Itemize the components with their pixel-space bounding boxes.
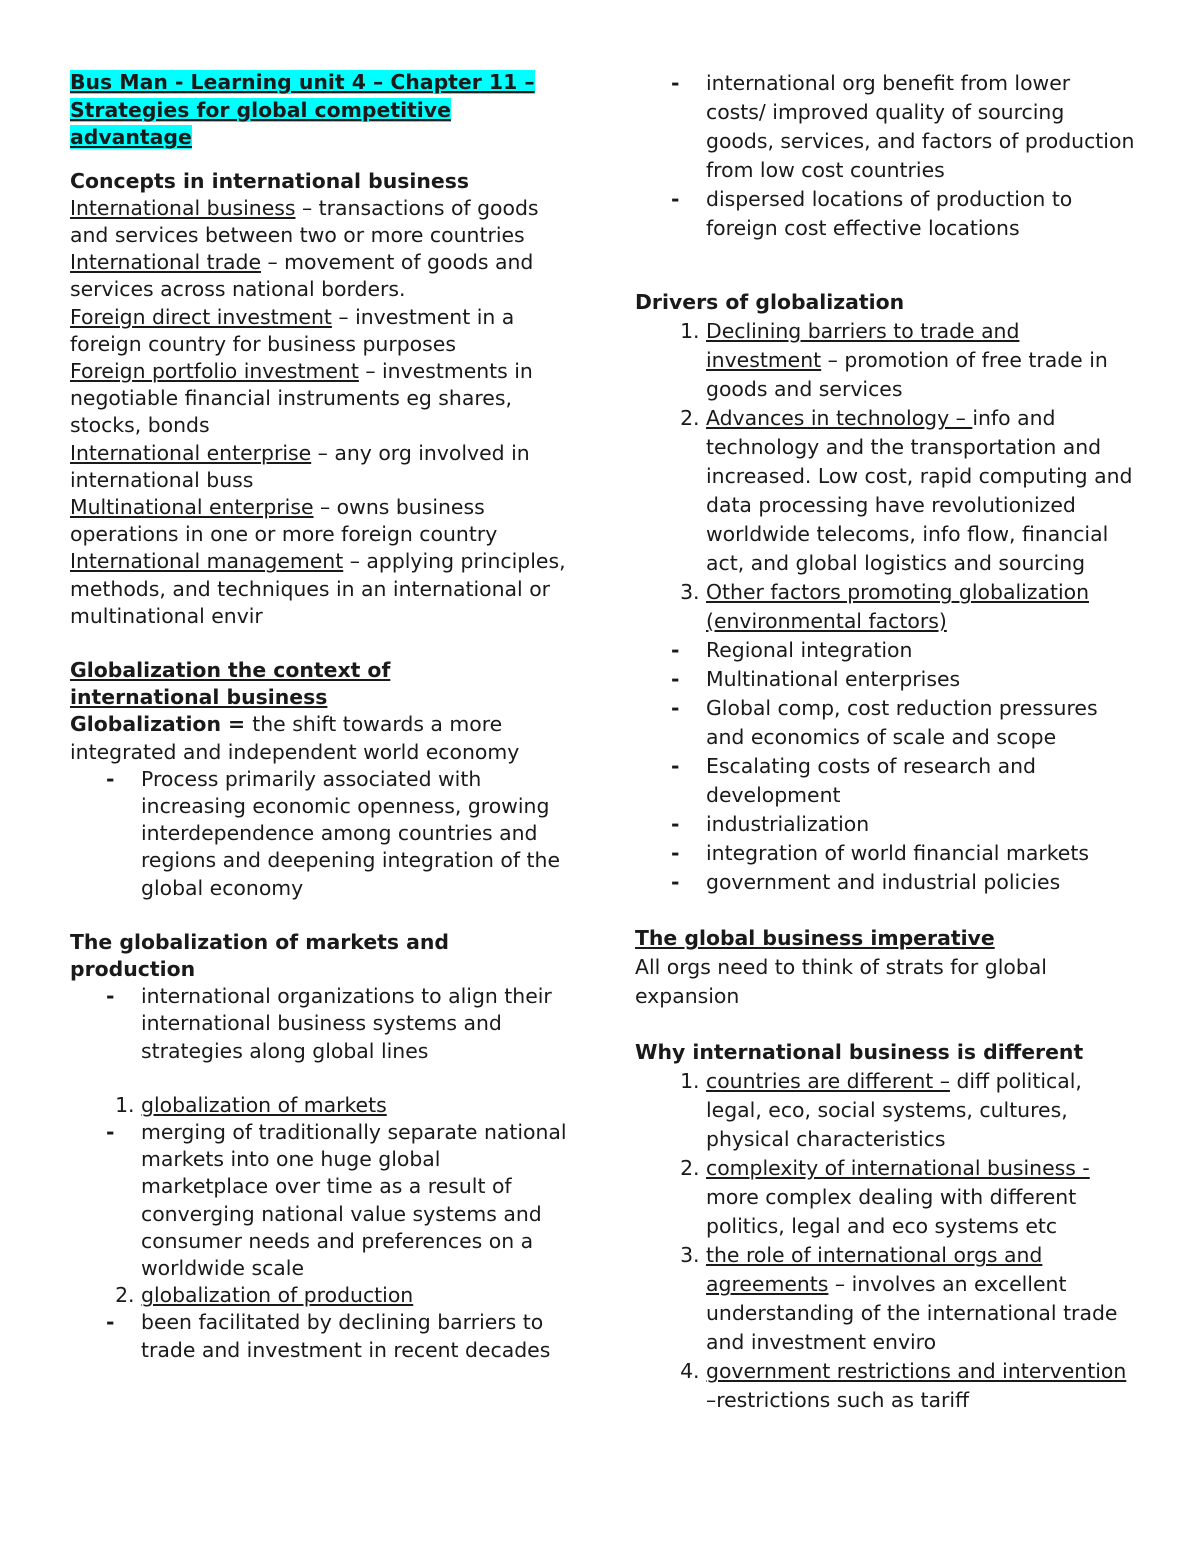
top-bullets bbox=[635, 69, 1135, 243]
definition-term: International management bbox=[70, 549, 344, 574]
driver-item bbox=[706, 317, 1135, 404]
why-list bbox=[635, 1067, 1135, 1415]
definition bbox=[70, 494, 570, 548]
definition bbox=[70, 249, 570, 303]
glob-definition-term: Globalization = bbox=[70, 712, 253, 737]
list-item: - Global comp, cost reduction pressures and economics of scale and scope bbox=[706, 694, 1135, 752]
glob-bullets bbox=[70, 766, 570, 902]
title-line-1: Bus Man - Learning unit 4 – Chapter 11 – bbox=[70, 70, 535, 94]
title-line-2: Strategies for global competitive bbox=[70, 97, 451, 122]
concepts-heading: Concepts in international business bbox=[70, 168, 469, 193]
why-item bbox=[706, 1357, 1135, 1415]
list-item: - dispersed locations of production to foreign cost effective locations bbox=[706, 185, 1135, 243]
glob-markets-label: 1. globalization of markets bbox=[141, 1092, 570, 1119]
list-item: - industrialization bbox=[706, 810, 1135, 839]
title-line-3: advantage bbox=[70, 125, 192, 149]
markets-bullets bbox=[70, 983, 570, 1065]
definition-term: Foreign portfolio investment bbox=[70, 358, 359, 383]
why-item bbox=[706, 1067, 1135, 1154]
glob-markets-bullets bbox=[70, 1119, 570, 1282]
definition-term: International business bbox=[70, 195, 296, 220]
list-item: - Escalating costs of research and development bbox=[706, 752, 1135, 810]
glob-context-heading-line-1: Globalization the context of bbox=[70, 657, 391, 682]
definition bbox=[70, 440, 570, 494]
glob-definition bbox=[70, 711, 570, 765]
why-text: –restrictions such as tariff bbox=[706, 1388, 970, 1412]
glob-context-heading-line-2: international business bbox=[70, 685, 328, 710]
definitions-list bbox=[70, 195, 570, 630]
list-item: - integration of world financial markets bbox=[706, 839, 1135, 868]
list-item: - Regional integration bbox=[706, 636, 1135, 665]
imperative-heading: The global business imperative bbox=[635, 926, 995, 950]
definition-term: Foreign direct investment bbox=[70, 304, 332, 329]
definition-text: – investments in negotiable financial instruments eg shares, stocks, bonds bbox=[70, 358, 533, 438]
document-title bbox=[70, 69, 570, 152]
other-factors-list bbox=[635, 636, 1135, 897]
driver-label: Advances in technology – bbox=[706, 406, 973, 430]
list-item: - Multinational enterprises bbox=[706, 665, 1135, 694]
definition-term: International enterprise bbox=[70, 440, 312, 465]
definition-text: – any org involved in international buss bbox=[70, 440, 530, 492]
list-item: - government and industrial policies bbox=[706, 868, 1135, 897]
list-item: - Process primarily associated with increasing economic openness, growing interdependence among countries and regions and deepening integration of the global economy bbox=[141, 766, 570, 902]
driver-item bbox=[706, 404, 1135, 578]
definition-text: – owns business operations in one or more foreign country bbox=[70, 494, 498, 547]
definition-term: International trade bbox=[70, 250, 261, 275]
why-label: countries are different – bbox=[706, 1069, 950, 1093]
definition bbox=[70, 195, 570, 249]
driver-label: Other factors promoting globalization (environmental factors) bbox=[706, 580, 1090, 633]
why-item bbox=[706, 1241, 1135, 1357]
list-item: - international org benefit from lower costs/ improved quality of sourcing goods, services, and factors of production from low cost countries bbox=[706, 69, 1135, 185]
left-column bbox=[70, 69, 570, 1364]
driver-item bbox=[706, 578, 1135, 636]
glob-production-list bbox=[70, 1282, 570, 1309]
glob-definition-text: the shift towards a more integrated and independent world economy bbox=[70, 712, 520, 764]
definition-term: Multinational enterprise bbox=[70, 494, 314, 519]
definition-text: – transactions of goods and services between two or more countries bbox=[70, 195, 539, 247]
definition-text: – investment in a foreign country for business purposes bbox=[70, 304, 515, 356]
why-text: more complex dealing with different politics, legal and eco systems etc bbox=[706, 1185, 1077, 1238]
right-column bbox=[635, 69, 1135, 1415]
why-text: diff political, legal, eco, social systems, cultures, physical characteristics bbox=[706, 1069, 1082, 1151]
glob-markets-list bbox=[70, 1092, 570, 1119]
driver-text: – promotion of free trade in goods and services bbox=[706, 348, 1108, 401]
drivers-heading: Drivers of globalization bbox=[635, 290, 905, 314]
glob-production-label: 2. globalization of production bbox=[141, 1282, 570, 1309]
definition-text: – applying principles, methods, and techniques in an international or multinational envir bbox=[70, 549, 566, 628]
driver-label: Declining barriers to trade and investment bbox=[706, 319, 1020, 372]
why-label: complexity of international business - bbox=[706, 1156, 1090, 1180]
why-text: – involves an excellent understanding of the international trade and investment enviro bbox=[706, 1272, 1118, 1354]
imperative-text: All orgs need to think of strats for global expansion bbox=[635, 955, 1047, 1008]
why-label: government restrictions and intervention bbox=[706, 1359, 1127, 1383]
driver-text: info and technology and the transportation and increased. Low cost, rapid computing and data processing have revolutionized worldwide telecoms, info flow, financial act, and global logistics and sourcing bbox=[706, 406, 1133, 575]
list-item: - international organizations to align their international business systems and strategies along global lines bbox=[141, 983, 570, 1065]
why-label: the role of international orgs and agreements bbox=[706, 1243, 1043, 1296]
glob-context-heading bbox=[70, 657, 570, 711]
list-item: - been facilitated by declining barriers to trade and investment in recent decades bbox=[141, 1309, 570, 1363]
list-item: - merging of traditionally separate national markets into one huge global marketplace over time as a result of converging national value systems and consumer needs and preferences on a worldwide scale bbox=[141, 1119, 570, 1282]
definition bbox=[70, 548, 570, 630]
why-item bbox=[706, 1154, 1135, 1241]
glob-production-bullets bbox=[70, 1309, 570, 1363]
markets-heading: The globalization of markets and production bbox=[70, 929, 450, 981]
drivers-list bbox=[635, 317, 1135, 636]
why-heading: Why international business is different bbox=[635, 1040, 1084, 1064]
definition bbox=[70, 358, 570, 440]
definition bbox=[70, 304, 570, 358]
definition-text: – movement of goods and services across national borders. bbox=[70, 250, 534, 302]
